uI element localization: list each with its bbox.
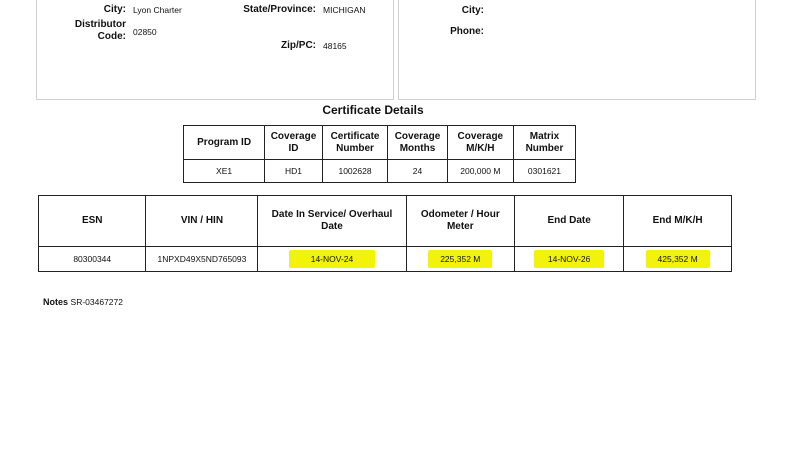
table-row — [184, 160, 576, 183]
end-mkh-cell — [624, 247, 732, 272]
in-service-cell — [258, 247, 406, 272]
distributor-value: 02850 — [133, 27, 157, 37]
city-value: Lyon Charter — [133, 5, 182, 15]
state-value: MICHIGAN — [323, 5, 366, 15]
phone-label: Phone: — [450, 26, 484, 37]
coverage-mkh-header-2: M/K/H — [466, 142, 495, 154]
vin-cell: 1NPXD49X5ND765093 — [146, 247, 258, 272]
col-coverage-id — [265, 126, 323, 160]
col-vin: VIN / HIN — [146, 196, 258, 247]
col-coverage-mkh — [447, 126, 513, 160]
coverage-months-header-1: Coverage — [394, 130, 441, 142]
matrix-number-header-1: Matrix — [529, 130, 560, 142]
zip-value: 48165 — [323, 41, 347, 51]
esn-cell: 80300344 — [39, 247, 146, 272]
notes-line — [43, 297, 123, 307]
other-city-label: City: — [461, 5, 484, 16]
in-service-header-1: Date In Service/ Overhaul — [271, 209, 393, 220]
zip-label: Zip/PC: — [281, 40, 316, 51]
coverage-id-cell: HD1 — [265, 160, 323, 183]
in-service-header-2: Date — [321, 221, 343, 232]
city-label: City: — [103, 4, 126, 15]
notes-value: SR-03467272 — [70, 297, 123, 307]
notes-label: Notes — [43, 297, 69, 307]
unit-header-row — [39, 196, 732, 247]
col-matrix-number — [513, 126, 575, 160]
col-certificate-number — [322, 126, 387, 160]
certificate-heading: Certificate Details — [322, 103, 424, 117]
coverage-mkh-cell: 200,000 M — [447, 160, 513, 183]
matrix-number-header-2: Number — [525, 142, 564, 154]
coverage-id-header-1: Coverage — [270, 130, 317, 142]
coverage-months-header-2: Months — [399, 142, 436, 154]
program-id-header: Program ID — [197, 136, 252, 148]
col-esn: ESN — [39, 196, 146, 247]
distributor-label — [66, 19, 126, 43]
end-mkh-highlight: 425,352 M — [646, 250, 710, 268]
end-date-highlight: 14-NOV-26 — [534, 250, 605, 268]
state-label: State/Province: — [243, 4, 316, 15]
unit-table — [38, 195, 732, 272]
col-odometer — [406, 196, 514, 247]
program-id-cell: XE1 — [184, 160, 265, 183]
odometer-header-2: Meter — [446, 221, 474, 232]
coverage-id-header-2: ID — [288, 142, 299, 154]
table-row — [39, 247, 732, 272]
coverage-months-cell: 24 — [388, 160, 448, 183]
distributor-label-line2: Code: — [97, 31, 126, 42]
certificate-number-header-1: Certificate — [330, 130, 380, 142]
odometer-highlight: 225,352 M — [428, 250, 492, 268]
certificate-table — [183, 125, 576, 183]
matrix-number-cell: 0301621 — [513, 160, 575, 183]
col-end-mkh: End M/K/H — [624, 196, 732, 247]
col-coverage-months — [388, 126, 448, 160]
in-service-highlight: 14-NOV-24 — [289, 250, 376, 268]
odometer-cell — [406, 247, 514, 272]
certificate-header-row — [184, 126, 576, 160]
coverage-mkh-header-1: Coverage — [457, 130, 504, 142]
end-date-cell — [515, 247, 624, 272]
distributor-label-line1: Distributor — [74, 19, 126, 30]
col-program-id — [184, 126, 265, 160]
col-in-service — [258, 196, 406, 247]
col-end-date: End Date — [515, 196, 624, 247]
odometer-header-1: Odometer / Hour — [420, 209, 500, 220]
certificate-number-cell: 1002628 — [322, 160, 387, 183]
certificate-number-header-2: Number — [336, 142, 374, 154]
